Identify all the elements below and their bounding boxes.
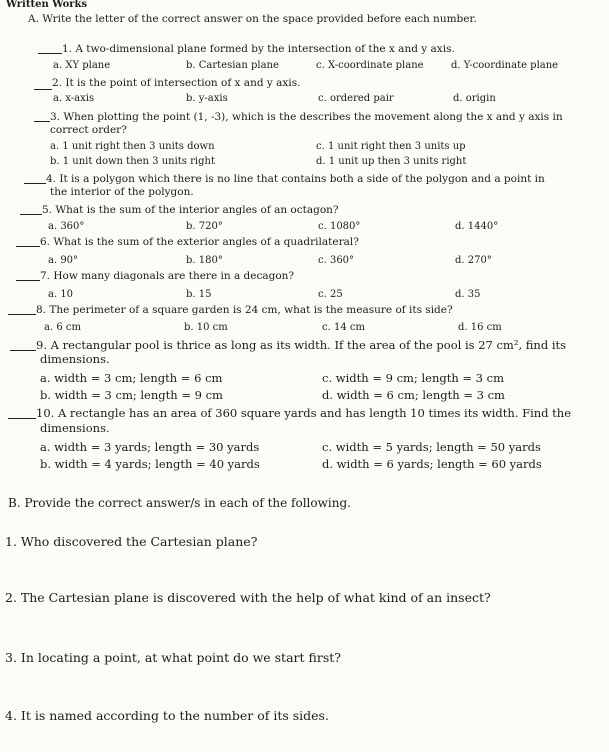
answer-blank-4[interactable] [24, 183, 46, 184]
question-5: 5. What is the sum of the interior angles of an octagon? [42, 204, 339, 216]
question-6: 6. What is the sum of the exterior angles of a quadrilateral? [40, 236, 359, 248]
question-10: 10. A rectangle has an area of 360 square yards and has length 10 times its width. Find the [36, 406, 572, 420]
q6-option-d: d. 270° [455, 255, 492, 266]
q2-option-c: c. ordered pair [318, 93, 394, 104]
part-b-question-2: 2. The Cartesian plane is discovered with the help of what kind of an insect? [5, 590, 491, 605]
q1-option-a: a. XY plane [53, 60, 111, 71]
question-4: 4. It is a polygon which there is no line that contains both a side of the polygon and a point in [46, 173, 545, 185]
q10-option-c: c. width = 5 yards; length = 50 yards [322, 440, 541, 454]
answer-blank-1[interactable] [38, 53, 62, 54]
q9-option-c: c. width = 9 cm; length = 3 cm [322, 371, 505, 385]
question-2: 2. It is the point of intersection of x and y axis. [52, 77, 301, 89]
question-3: 3. When plotting the point (1, -3), which is the describes the movement along the x and y axis in [50, 111, 563, 123]
question-8: 8. The perimeter of a square garden is 24 cm, what is the measure of its side? [36, 304, 453, 316]
q5-option-a: a. 360° [48, 221, 85, 232]
q2-option-a: a. x-axis [53, 93, 95, 104]
q7-option-b: b. 15 [186, 289, 212, 300]
question-3-continued: correct order? [50, 124, 127, 136]
q6-option-c: c. 360° [318, 255, 355, 266]
question-9: 9. A rectangular pool is thrice as long as its width. If the area of the pool is 27 cm², find its [36, 338, 567, 352]
answer-blank-5[interactable] [20, 214, 42, 215]
q10-option-a: a. width = 3 yards; length = 30 yards [40, 440, 260, 454]
part-b-question-3: 3. In locating a point, at what point do we start first? [5, 650, 341, 665]
q6-option-a: a. 90° [48, 255, 79, 266]
part-b-instruction: B. Provide the correct answer/s in each of the following. [8, 496, 351, 510]
q10-option-d: d. width = 6 yards; length = 60 yards [322, 457, 542, 471]
question-9-continued: dimensions. [40, 352, 110, 366]
q1-option-b: b. Cartesian plane [186, 60, 279, 71]
q8-option-c: c. 14 cm [322, 322, 365, 333]
q8-option-a: a. 6 cm [44, 322, 81, 333]
q3-option-b: b. 1 unit down then 3 units right [50, 156, 215, 167]
q2-option-b: b. y-axis [186, 93, 228, 104]
answer-blank-8[interactable] [8, 314, 36, 315]
q8-option-b: b. 10 cm [184, 322, 228, 333]
q10-option-b: b. width = 4 yards; length = 40 yards [40, 457, 260, 471]
question-10-continued: dimensions. [40, 421, 110, 435]
q3-option-a: a. 1 unit right then 3 units down [50, 141, 215, 152]
q7-option-a: a. 10 [48, 289, 74, 300]
q7-option-c: c. 25 [318, 289, 343, 300]
q1-option-d: d. Y-coordinate plane [451, 60, 559, 71]
part-b-question-4: 4. It is named according to the number of its sides. [5, 708, 329, 723]
q2-option-d: d. origin [453, 93, 496, 104]
q3-option-d: d. 1 unit up then 3 units right [316, 156, 467, 167]
q5-option-d: d. 1440° [455, 221, 499, 232]
worksheet-title: Written Works [6, 0, 88, 10]
part-a-instruction: A. Write the letter of the correct answer on the space provided before each number. [28, 13, 477, 25]
q3-option-c: c. 1 unit right then 3 units up [316, 141, 466, 152]
answer-blank-10[interactable] [8, 418, 36, 419]
q9-option-a: a. width = 3 cm; length = 6 cm [40, 371, 223, 385]
q9-option-b: b. width = 3 cm; length = 9 cm [40, 388, 223, 402]
q9-option-d: d. width = 6 cm; length = 3 cm [322, 388, 505, 402]
q5-option-c: c. 1080° [318, 221, 361, 232]
answer-blank-2[interactable] [34, 89, 52, 90]
question-7: 7. How many diagonals are there in a decagon? [40, 270, 295, 282]
q8-option-d: d. 16 cm [458, 322, 502, 333]
question-4-continued: the interior of the polygon. [50, 186, 194, 198]
part-b-question-1: 1. Who discovered the Cartesian plane? [5, 534, 258, 549]
q1-option-c: c. X-coordinate plane [316, 60, 424, 71]
answer-blank-7[interactable] [16, 280, 40, 281]
q7-option-d: d. 35 [455, 289, 481, 300]
answer-blank-6[interactable] [16, 246, 40, 247]
answer-blank-9[interactable] [10, 350, 36, 351]
answer-blank-3[interactable] [34, 121, 50, 122]
question-1: 1. A two-dimensional plane formed by the intersection of the x and y axis. [62, 43, 455, 55]
q5-option-b: b. 720° [186, 221, 223, 232]
q6-option-b: b. 180° [186, 255, 223, 266]
